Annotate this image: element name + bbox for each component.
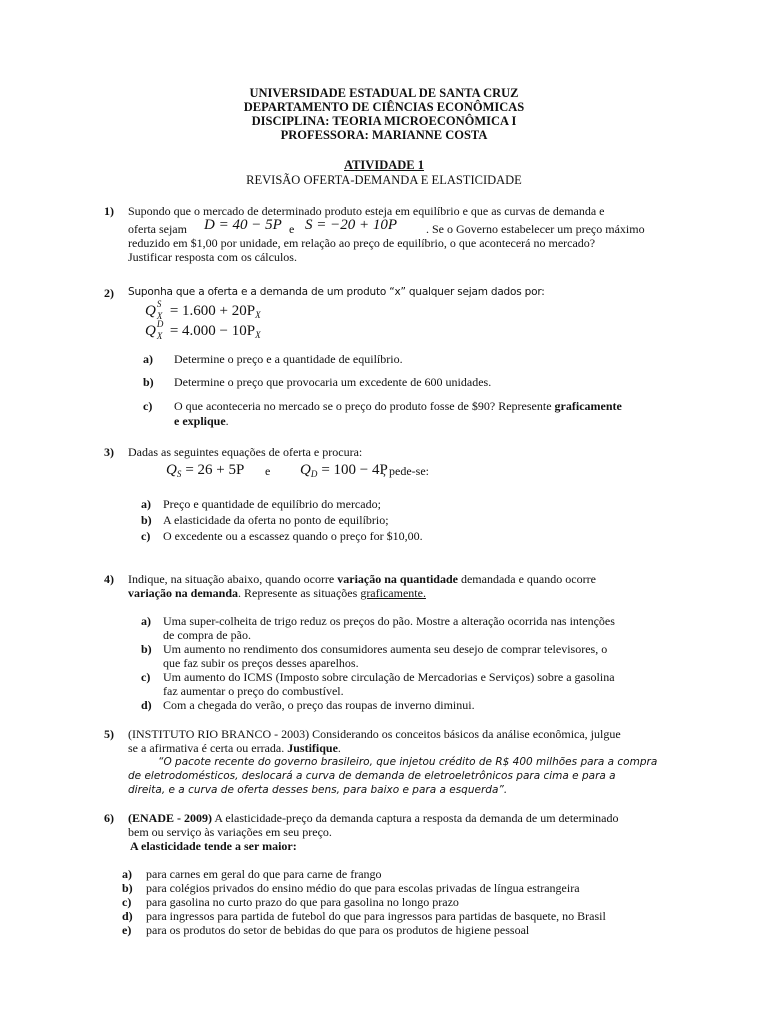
q6-line3: A elasticidade tende a ser maior: bbox=[130, 839, 297, 853]
q4-text3: . Represente as situações bbox=[238, 586, 358, 600]
q2-item-c-line2 bbox=[174, 414, 229, 428]
q2-intro: Suponha que a oferta e a demanda de um produto “x” qualquer sejam dados por: bbox=[128, 286, 545, 298]
q4-underline1: graficamente. bbox=[360, 586, 426, 600]
activity-subtitle: REVISÃO OFERTA-DEMANDA E ELASTICIDADE bbox=[246, 173, 522, 187]
q6-item-d-label: d) bbox=[122, 909, 133, 923]
q4-item-d-line1: Com a chegada do verão, o preço das roupas de inverno diminui. bbox=[163, 698, 475, 712]
q1-supply-equation: S = −20 + 10P bbox=[305, 217, 398, 233]
q3-demand-equation: QD = 100 − 4P bbox=[300, 462, 388, 479]
header-university: UNIVERSIDADE ESTADUAL DE SANTA CRUZ bbox=[249, 86, 519, 100]
q4-bold2: variação na demanda bbox=[128, 586, 239, 600]
q6-line1 bbox=[128, 811, 658, 825]
q2-number: 2) bbox=[104, 286, 114, 300]
q2-item-c-bold1: graficamente bbox=[554, 399, 622, 413]
q2-supply-equation: Q S X = 1.600 + 20PX bbox=[145, 299, 261, 321]
q6-item-e-label: e) bbox=[122, 923, 132, 937]
q2-eq1-text: = 1.600 + 20P bbox=[169, 303, 256, 319]
q4-line2 bbox=[128, 586, 658, 600]
q2-item-a-label: a) bbox=[143, 352, 153, 366]
q1-line1: Supondo que o mercado de determinado produto esteja em equilíbrio e que as curvas de demanda e bbox=[128, 204, 605, 218]
q4-line1 bbox=[128, 572, 658, 586]
q4-item-b-line2: que faz subir os preços desses aparelhos. bbox=[163, 656, 359, 670]
q3-supply-equation: QS = 26 + 5P bbox=[166, 462, 245, 479]
q2-item-b-text: Determine o preço que provocaria um excedente de 600 unidades. bbox=[174, 375, 492, 389]
q2-item-c-tail: . bbox=[225, 414, 229, 428]
q6-item-c-label: c) bbox=[122, 895, 132, 909]
q4-bold1: variação na quantidade bbox=[337, 572, 458, 586]
q3-eqS-text: = 26 + 5P bbox=[185, 462, 245, 478]
q3-eqD-text: = 100 − 4P bbox=[321, 462, 388, 478]
q1-line4: Justificar resposta com os cálculos. bbox=[128, 250, 297, 264]
q5-line1: (INSTITUTO RIO BRANCO - 2003) Considerando os conceitos básicos da análise econômica, julgue bbox=[128, 727, 621, 741]
q6-item-a-text: para carnes em geral do que para carne de frango bbox=[146, 867, 382, 881]
q1-demand-equation: D = 40 − 5P bbox=[204, 217, 282, 233]
q4-item-c-line2: faz aumentar o preço do combustível. bbox=[163, 684, 344, 698]
q4-item-b-label: b) bbox=[141, 642, 152, 656]
q3-tail: , pede-se: bbox=[383, 464, 429, 478]
q3-number: 3) bbox=[104, 445, 114, 459]
q4-text2: demandada e quando ocorre bbox=[460, 572, 596, 586]
q6-number: 6) bbox=[104, 811, 114, 825]
q3-item-b-label: b) bbox=[141, 513, 152, 527]
q4-item-c-line1: Um aumento do ICMS (Imposto sobre circulação de Mercadorias e Serviços) sobre a gasolina bbox=[163, 670, 615, 684]
q1-line3: reduzido em $1,00 por unidade, em relação ao preço de equilíbrio, o que acontecerá no mercado? bbox=[128, 236, 596, 250]
q1-line2-start: oferta sejam bbox=[128, 222, 187, 236]
q5-line2-period: . bbox=[337, 741, 341, 755]
q5-number: 5) bbox=[104, 727, 114, 741]
q5-justifique: Justifique bbox=[287, 741, 338, 755]
q6-item-e-text: para os produtos do setor de bebidas do que para os produtos de higiene pessoal bbox=[146, 923, 530, 937]
q2-eq2-text: = 4.000 − 10P bbox=[169, 323, 256, 339]
q6-item-c-text: para gasolina no curto prazo do que para gasolina no longo prazo bbox=[146, 895, 459, 909]
q6-source: (ENADE - 2009) bbox=[128, 811, 212, 825]
q4-item-b-line1: Um aumento no rendimento dos consumidores aumenta seu desejo de comprar televisores, o bbox=[163, 642, 608, 656]
q5-quote-line2: de eletrodomésticos, deslocará a curva de demanda de eletroeletrônicos para cima e para a bbox=[128, 770, 616, 782]
q1-number: 1) bbox=[104, 204, 114, 218]
q2-item-a-text: Determine o preço e a quantidade de equilíbrio. bbox=[174, 352, 403, 366]
q5-line2-text: se a afirmativa é certa ou errada. bbox=[128, 741, 285, 755]
q1-and: e bbox=[289, 222, 295, 236]
q3-intro: Dadas as seguintes equações de oferta e procura: bbox=[128, 445, 363, 459]
q4-item-d-label: d) bbox=[141, 698, 152, 712]
q2-item-c-label: c) bbox=[143, 399, 153, 413]
q4-number: 4) bbox=[104, 572, 114, 586]
q4-item-a-line2: de compra de pão. bbox=[163, 628, 251, 642]
q6-line2: bem ou serviço às variações em seu preço. bbox=[128, 825, 332, 839]
q3-item-a-text: Preço e quantidade de equilíbrio do mercado; bbox=[163, 497, 381, 511]
header-discipline: DISCIPLINA: TEORIA MICROECONÔMICA I bbox=[251, 114, 517, 128]
q6-item-a-label: a) bbox=[122, 867, 132, 881]
q6-line1-text: A elasticidade-preço da demanda captura a resposta da demanda de um determinado bbox=[214, 811, 619, 825]
q4-item-a-line1: Uma super-colheita de trigo reduz os preços do pão. Mostre a alteração ocorrida nas intenções bbox=[163, 614, 615, 628]
q3-and: e bbox=[265, 464, 271, 478]
q5-line2 bbox=[128, 741, 658, 755]
header-department: DEPARTAMENTO DE CIÊNCIAS ECONÔMICAS bbox=[243, 100, 525, 114]
q6-item-b-text: para colégios privados do ensino médio do que para escolas privadas de língua estrangeira bbox=[146, 881, 580, 895]
q5-quote-line3: direita, e a curva de oferta desses bens, para baixo e para a esquerda”. bbox=[128, 784, 508, 796]
q3-item-a-label: a) bbox=[141, 497, 151, 511]
q3-item-c-label: c) bbox=[141, 529, 151, 543]
q2-item-c-main: O que aconteceria no mercado se o preço do produto fosse de $90? Represente bbox=[174, 399, 552, 413]
q2-demand-equation: Q D X = 4.000 − 10PX bbox=[145, 319, 261, 341]
q3-item-c-text: O excedente ou a escassez quando o preço for $10,00. bbox=[163, 529, 423, 543]
q2-item-c-bold2: e explique bbox=[174, 414, 226, 428]
q4-item-a-label: a) bbox=[141, 614, 151, 628]
q4-item-c-label: c) bbox=[141, 670, 151, 684]
q1-line2-end: . Se o Governo estabelecer um preço máximo bbox=[426, 222, 645, 236]
activity-title: ATIVIDADE 1 bbox=[344, 158, 424, 172]
q2-item-b-label: b) bbox=[143, 375, 154, 389]
q6-item-b-label: b) bbox=[122, 881, 133, 895]
q6-item-d-text: para ingressos para partida de futebol do que para ingressos para partidas de basquete, no Brasil bbox=[146, 909, 606, 923]
q3-item-b-text: A elasticidade da oferta no ponto de equilíbrio; bbox=[163, 513, 389, 527]
header-professor: PROFESSORA: MARIANNE COSTA bbox=[280, 128, 488, 142]
q2-item-c-text bbox=[174, 399, 674, 413]
q4-text1: Indique, na situação abaixo, quando ocorre bbox=[128, 572, 335, 586]
q5-quote-line1: “O pacote recente do governo brasileiro, que injetou crédito de R$ 400 milhões para a compra bbox=[158, 756, 658, 768]
